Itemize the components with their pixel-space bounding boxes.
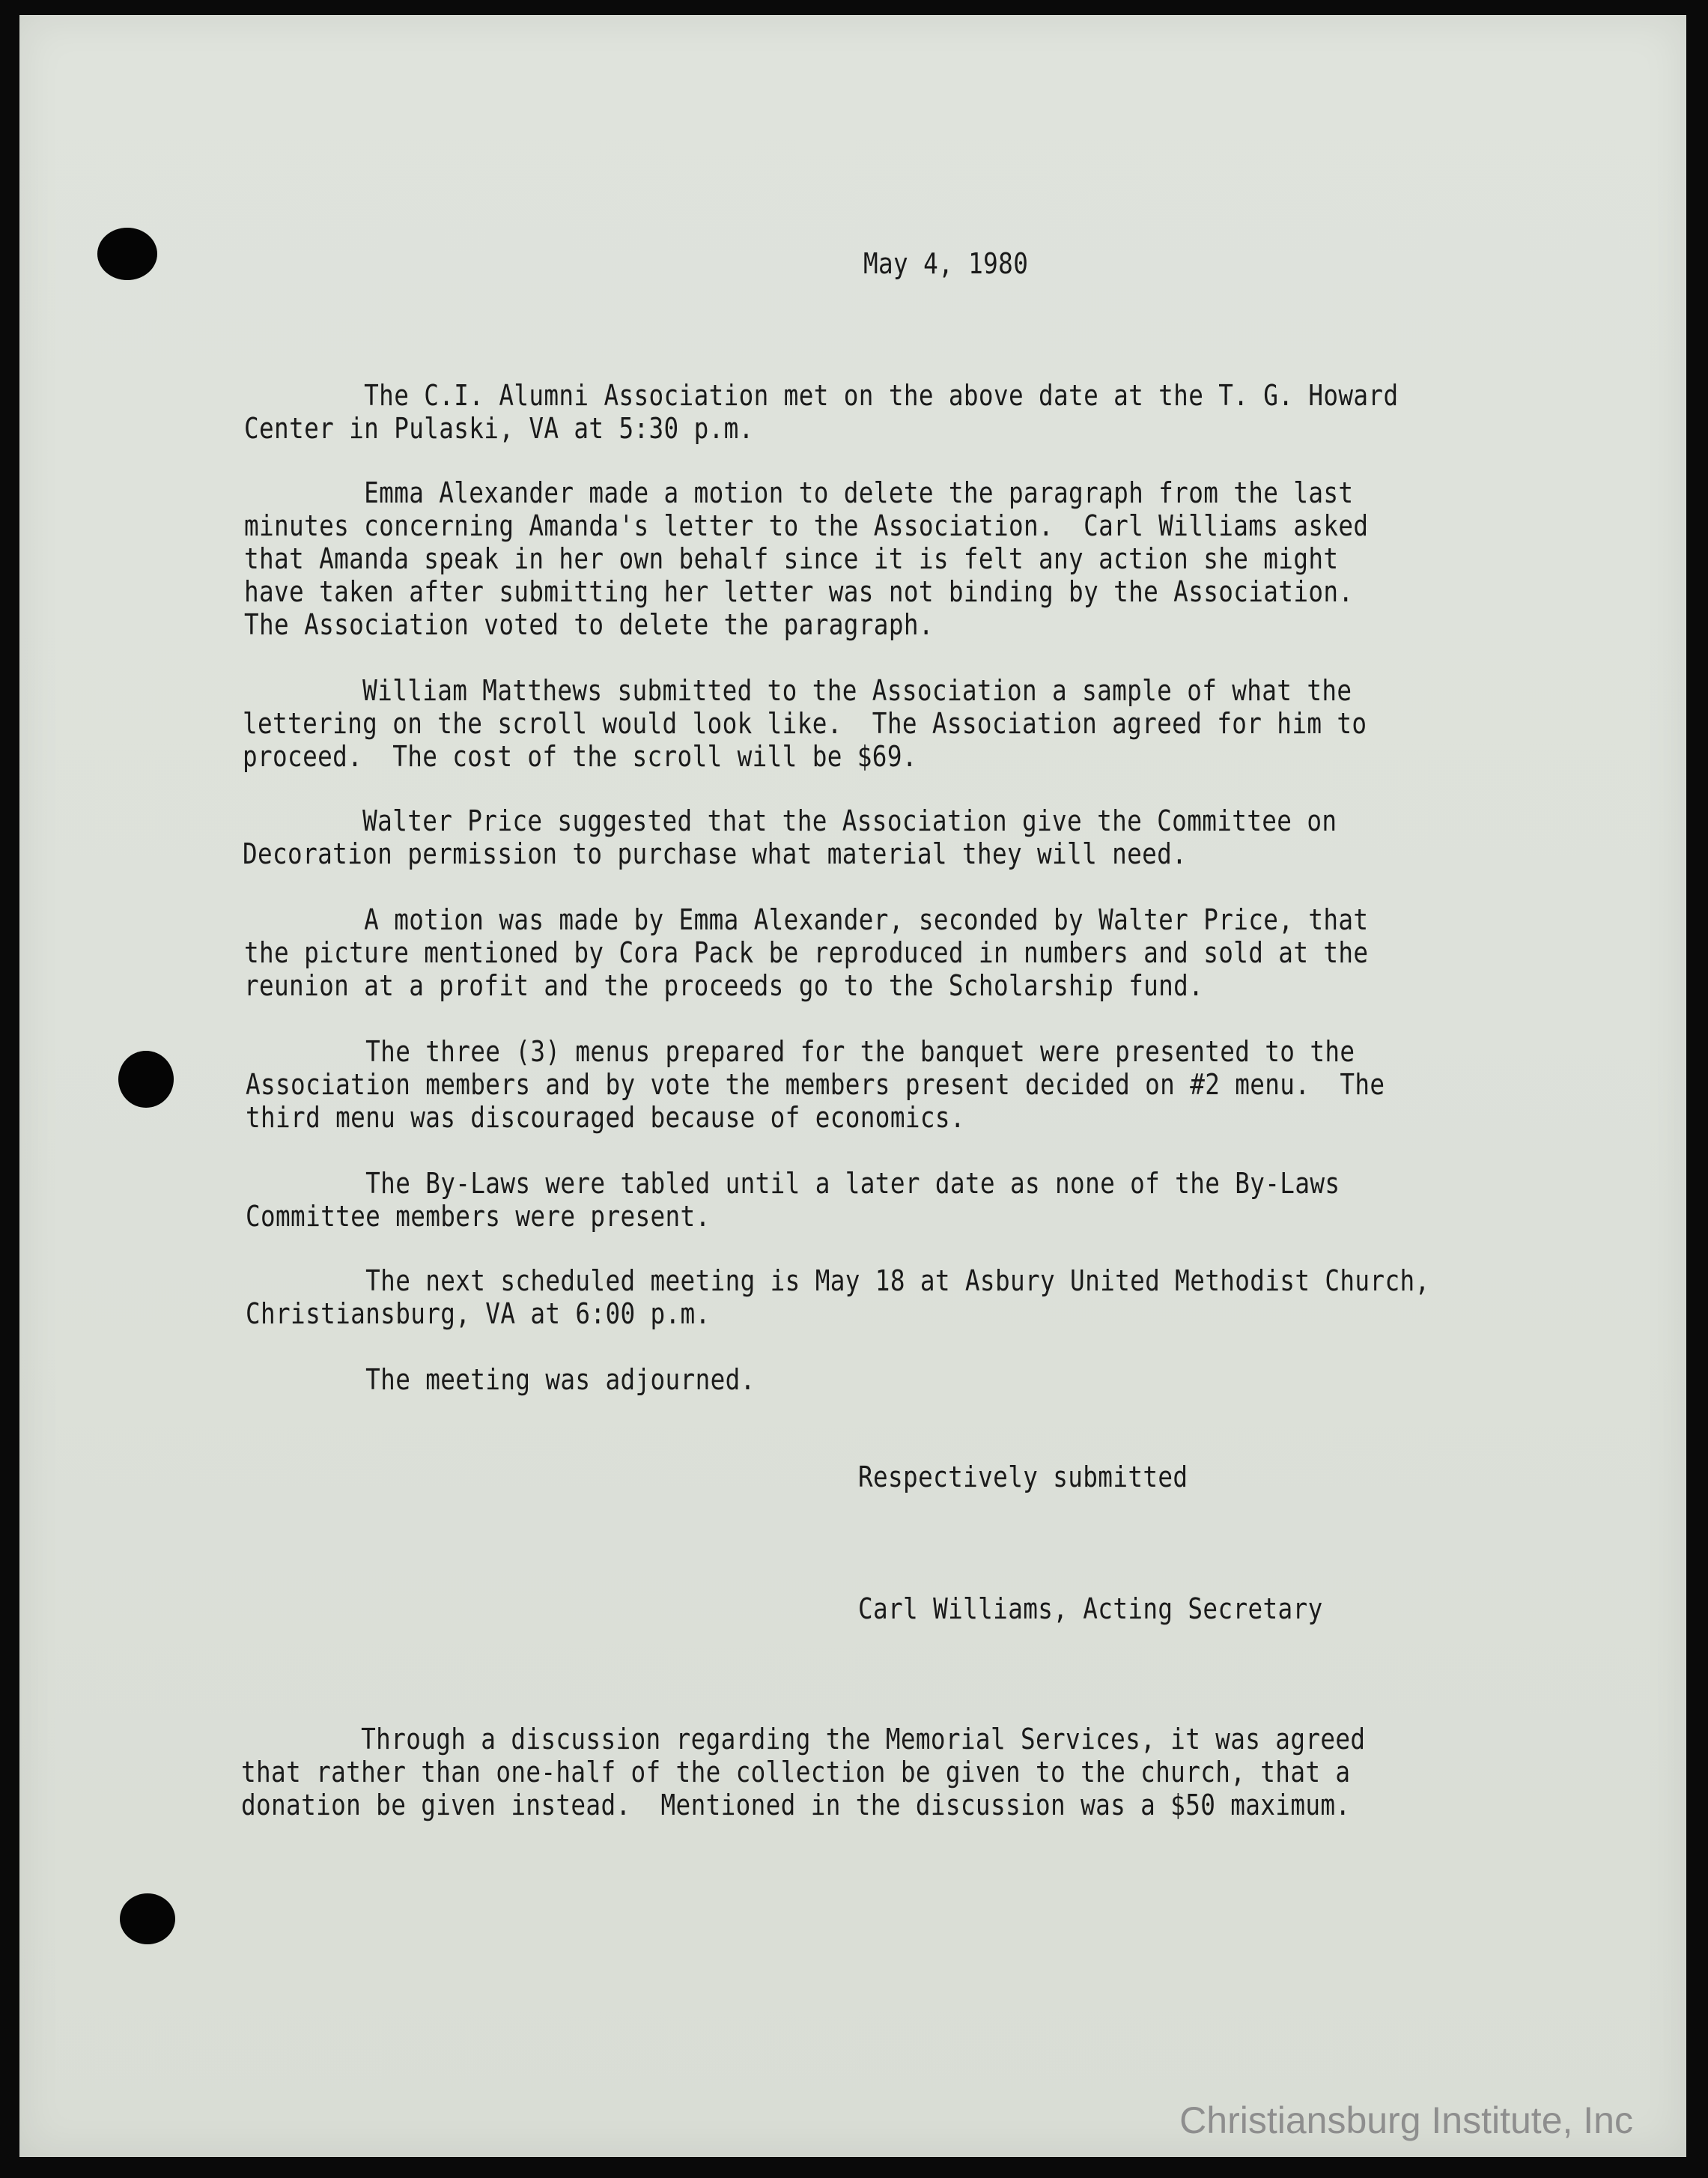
paragraph-4-line-2: Decoration permission to purchase what material they will need. [243, 837, 1188, 870]
paragraph-5-line-1: A motion was made by Emma Alexander, seconded by Walter Price, that [244, 903, 1369, 936]
paragraph-8-line-1: The next scheduled meeting is May 18 at Asbury United Methodist Church, [246, 1264, 1430, 1297]
punch-hole-middle [118, 1051, 174, 1108]
postscript-line-2: that rather than one-half of the collection be given to the church, that a [241, 1756, 1351, 1789]
paragraph-2-line-5: The Association voted to delete the paragraph. [244, 608, 934, 641]
paragraph-7-line-1: The By-Laws were tabled until a later date as none of the By-Laws [246, 1167, 1340, 1200]
paragraph-1-line-2: Center in Pulaski, VA at 5:30 p.m. [244, 412, 754, 445]
paragraph-6-line-1: The three (3) menus prepared for the banquet were presented to the [246, 1035, 1355, 1068]
paragraph-3-line-2: lettering on the scroll would look like. The Association agreed for him to [243, 707, 1367, 740]
paragraph-2-line-1: Emma Alexander made a motion to delete the paragraph from the last [244, 476, 1354, 509]
postscript-line-3: donation be given instead. Mentioned in the discussion was a $50 maximum. [241, 1789, 1351, 1821]
paragraph-2-line-2: minutes concerning Amanda's letter to the Association. Carl Williams asked [244, 509, 1369, 542]
paragraph-3-line-3: proceed. The cost of the scroll will be $69. [243, 740, 917, 773]
paragraph-6-line-2: Association members and by vote the members present decided on #2 menu. The [246, 1068, 1385, 1101]
paragraph-5-line-3: reunion at a profit and the proceeds go to the Scholarship fund. [244, 969, 1204, 1002]
paragraph-3-line-1: William Matthews submitted to the Association a sample of what the [243, 674, 1352, 707]
postscript-line-1: Through a discussion regarding the Memorial Services, it was agreed [241, 1723, 1366, 1756]
paragraph-5-line-2: the picture mentioned by Cora Pack be reproduced in numbers and sold at the [244, 936, 1369, 969]
signature-text: Carl Williams, Acting Secretary [858, 1592, 1323, 1625]
document-page [19, 15, 1686, 2157]
paragraph-9-line-1: The meeting was adjourned. [246, 1363, 756, 1396]
paragraph-2-line-4: have taken after submitting her letter was not binding by the Association. [244, 575, 1354, 608]
document-date: May 4, 1980 [863, 247, 1029, 280]
paragraph-2-line-3: that Amanda speak in her own behalf since it is felt any action she might [244, 542, 1339, 575]
paragraph-1-line-1: The C.I. Alumni Association met on the above date at the T. G. Howard [244, 379, 1399, 412]
archive-watermark: Christiansburg Institute, Inc [1179, 2099, 1633, 2141]
paragraph-6-line-3: third menu was discouraged because of economics. [246, 1101, 965, 1134]
punch-hole-top [97, 228, 157, 280]
punch-hole-bottom [120, 1893, 175, 1944]
paragraph-4-line-1: Walter Price suggested that the Association give the Committee on [243, 804, 1337, 837]
closing-text: Respectively submitted [858, 1460, 1188, 1493]
paragraph-8-line-2: Christiansburg, VA at 6:00 p.m. [246, 1297, 711, 1330]
paragraph-7-line-2: Committee members were present. [246, 1200, 711, 1233]
